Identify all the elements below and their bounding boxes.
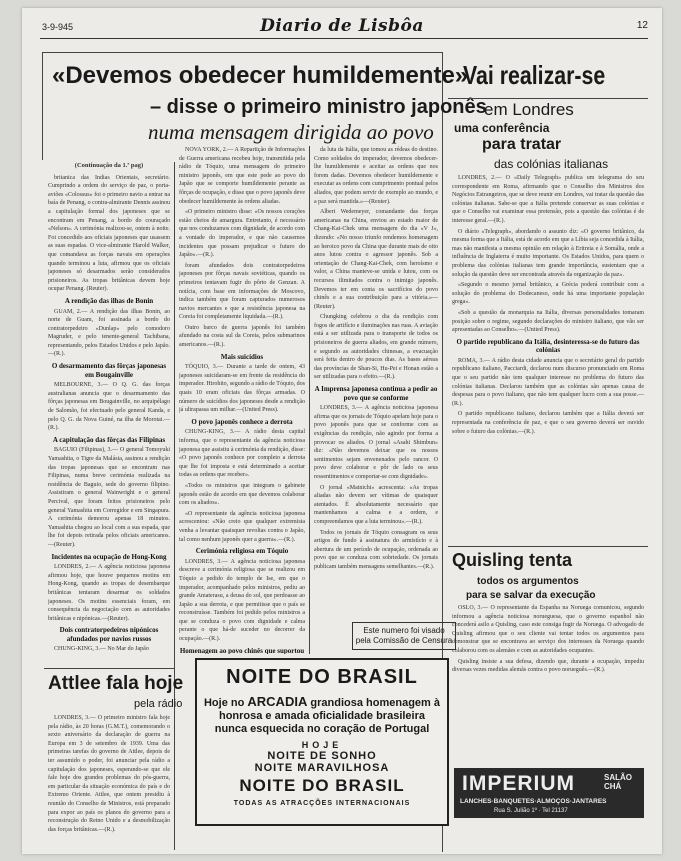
- censorship-notice: [352, 622, 456, 650]
- paragraph: «Segundo o mesmo jornal britânico, a Grécia poderá contribuir com a solução do problema do Dodecaneso, onde há uma importante população grega».: [452, 282, 644, 306]
- section-rule: [44, 668, 174, 669]
- ad-venue: ARCADIA: [247, 694, 308, 709]
- ad-line-2: NOITE MARAVILHOSA: [254, 762, 390, 774]
- paragraph: LONDRES, 3.— O primeiro ministro fala hoje pela rádio, às 20 horas (G.M.T.), comemorando o sexto aniversário da declaração de guerra na Europa em 3 de setembro de 1939. Uma das primeiras tarefas do governo de Attlee, depois de ter assumido o poder, foi anunciar pela rádio a capitulação dos japoneses, esperando-se que ele fale hoje dos grandes problemas do pós-guerra, em particular da situação económica do país e do Extremo Oriente. Attlee, que ontem presidiu à reunião do Conselho de Ministros, está preparado para expor ao país os planos do governo para a reconstrução do Reino Unido e a desmobilização das forças britânicas.—(R.).: [48, 715, 170, 833]
- censorship-line-2: pela Comissão de Censura: [355, 636, 453, 645]
- page-number: 12: [636, 20, 648, 31]
- quisling-subheadline-1: todos os argumentos: [477, 576, 579, 587]
- paragraph: Quisling insiste a sua defesa, dizendo que, durante a ocupação, impediu diversas vezes medidas alemãs contra o povo norueguês.—(R.).: [452, 658, 644, 674]
- paragraph: Chungking celebrou o dia da rendição com fogos de artifício e iluminações nas ruas. A aviação está a ser utilizada para o transporte de todos os prisioneiros de guerra aliados, em grande número, e segundo as autoridades chinesas, a evacuação será feita dentro de poucos dias. As bases aéreas das províncias de Shan-Si, Hu-Pei e Honan estão a ser utilizadas para o efeito.—(R.).: [314, 314, 438, 381]
- section-heading: A capitulação das fôrças das Filipinas: [52, 435, 166, 444]
- imperium-side-2: CHÁ: [604, 782, 622, 791]
- ad-footer: TODAS AS ATRACÇÕES INTERNACIONAIS: [233, 800, 411, 807]
- paragraph: Outro barco de guerra japonês foi também afundado na costa sul da Coreia, pelos submarinos americanos.—(R.).: [179, 324, 305, 349]
- paragraph: MELBOURNE, 3.— O Q. G. das forças australianas anuncia que o desarmamento das fôrças japonesas em Bougainville, no arquipélago de Salomão, foi efectuado pelo general Kanda, e pelo Q. G. da Nova Guiné, na ilha de Morotai.—(R.).: [48, 382, 170, 432]
- ad-line-1: NOITE DE SONHO: [267, 750, 377, 762]
- paragraph: LONDRES, 2.— O «Daily Telegraph» publica um telegrama do seu correspondente em Roma, afirmando que o Conselho dos Ministros dos Negócios Estrangeiros, que se deve reunir em Londres, vai tratar da questão das colónias italianas. Sabe-se que a Itália pretende conservar as suas colónias e que o Conselho vai examinar essa pretensão, pois a questão das colónias é de interesse geral.—(R.).: [452, 175, 644, 224]
- paragraph: ROMA, 3.— A rádio desta cidade anuncia que o secretário geral do partido republicano italiano, Pacciardi, declarou num discurso pronunciado em Roma que o seu partido não tem qualquer interesse no problema do futuro das colónias italianas. Declarou também que as colónias são apenas causa de despesas para o povo italiano, que não tem qualquer lucro com a sua posse.—(R.).: [452, 357, 644, 407]
- paragraph: CHUNG-KING, 3.— No Mar do Japão: [54, 646, 149, 653]
- section-heading: O povo japonês conhece a derrota: [191, 417, 293, 426]
- paragraph: O jornal «Mainichi» acrescenta: «As tropas aliadas não devem ser vítimas de quaisquer atentados. É absolutamente necessário que mantenhamos a calma e a ordem, e compreendamos que a luta terminou».—(R.).: [314, 484, 438, 525]
- ad-title-2: NOITE DO BRASIL: [239, 776, 405, 795]
- quisling-article: [452, 604, 644, 764]
- column-divider: [309, 146, 310, 654]
- section-heading: Homenagem ao povo chinês que suportou: [179, 646, 305, 654]
- paragraph: Albert Wedemeyer, comandante das forças americanas na China, enviou ao estado maior de Chang-Kai-Chek uma mensagem do dia «V J», dizendo: «No nosso triunfo rendemos homenagem ao heroico povo da China que durante mais de oito anos lutou contra o agressor japonês. Sob a orientação de Chang-Kai-Chek, com heroísmo e valor, a China manteve-se unida e lutou, com os recursos ilimitados contra o inimigo japonês. Devemos ter em conta os sacrifícios do povo chinês e a sua contribuição para a vitória.»—(Reuter).: [314, 209, 438, 310]
- paragraph: LONDRES, 3.— A agência noticiosa japonesa descreve a cerimónia religiosa que se realizou em Tóquio a pedido do templo de Ise, em que o imperador, acompanhado pelos ministros, pediu ao grande Amaterasu, a deusa do sol, que perdoasse ao Japão a sua derrota, e que permitisse que o país se reconstruísse. Também foi pedido pelos ministros a que se conduza o povo com dignidade e calma perante o que há-de suceder no decorrer da ocupação.—(R.).: [179, 558, 305, 643]
- paragraph: da luta da Itália, que tomou as rédeas do destino. Como soldados do imperador, devemos obedecer-lhe humildemente e aceitar as ordens que nos forem dadas. Devemos obedecer humildemente e executar as ordens com cumprimento pontual pelos aliados, que podem servir de exemplo ao mundo, e a paz será mantida.»—(Reuter).: [314, 147, 438, 205]
- right-subheadline-1: em Londres: [484, 100, 574, 119]
- attlee-article: [48, 714, 170, 848]
- section-heading: A rendição das ilhas de Bonin: [64, 296, 154, 305]
- ad-hoje: HOJE: [301, 740, 343, 750]
- ad-title: NOITE DO BRASIL: [226, 666, 418, 688]
- paragraph: «Todos os ministros que integram o gabinete japonês estão de acordo em que devemos colaborar com os aliados».: [179, 482, 305, 507]
- masthead: Diario de Lisbôa: [260, 16, 424, 36]
- main-headline: «Devemos obedecer humildemente»: [52, 62, 469, 89]
- paragraph: «Sob a questão da monarquia na Itália, diversas personalidades tomaram posição sobre o regime, segundo declarações do ministro italiano, que vão ser apresentadas ao Conselho».—(United Press).: [452, 309, 644, 334]
- paragraph: GUAM, 2.— A rendição das ilhas Bonin, ao norte de Guam, foi assinada a bordo do contratorpedeiro «Dunlap» pelo comodoro Magruder, e pelo tenente-general Tachibana, representando, pelos Estados Unidos e pelo Japão.—(R.).: [48, 308, 170, 358]
- ad-text: [203, 695, 441, 736]
- paragraph: O diário «Telegraph», abordando o assunto diz: «O governo britânico, da mesma forma que a Itália, está de acordo em que a Líbia seja concedida à Itália, mas não manifesta a mesma opinião em relação à Eritreia e à Somália, onde a influência de Inglaterra é muito importante. Os Estados Unidos, para quem o problema das colónias italianas tem grande importância, sustentam que a solução da questão deve ser encontrada através da organização da paz».: [452, 228, 644, 278]
- paragraph: «O representante da agência noticiosa japonesa acrescentou: «Não creio que qualquer extremista venha a levantar quaisquer revoltas contra o Japão, tal como nenhum japonês quer a guerra».—(R.).: [179, 510, 305, 543]
- quisling-headline: Quisling tenta: [452, 550, 573, 570]
- headline-top-rule: [42, 52, 442, 53]
- paragraph: LONDRES, 3.— A agência noticiosa japonesa afirma que os jornais de Tóquio apelam hoje para o povo japonês para que se conforme com as exigências da rendição, não agindo por forma a provocar os aliados. O jornal «Asahi Shimbun» diz: «Não devemos deixar que os nossos sentimentos sejam envenenados pelo rancor. O povo deve colaborar e pôr de lado os seus ressentimentos e comportar-se com dignidade».: [314, 405, 438, 480]
- right-headline: Vai realizar-se: [463, 60, 606, 90]
- newspaper-page: [22, 8, 662, 854]
- section-heading: O partido republicano da Itália, desinteressa-se do futuro das colónias: [456, 337, 640, 355]
- section-rule: [448, 546, 648, 547]
- right-subheadline-2: uma conferência: [454, 121, 550, 135]
- imperium-ad: [454, 768, 644, 818]
- ad-text-body: grandiosa homenagem à honrosa e amada oficialidade brasileira nunca esquecida no coração de Portugal: [214, 697, 440, 735]
- paragraph: CHUNG-KING, 3.— A rádio desta capital informa, que o representante da agência noticiosa japonesa que assistiu à cerimónia da rendição, disse: «O povo japonês conhece por completo a derrota que lhe foi imposta e está determinado a aceitar todas as ordens que receber».: [179, 429, 305, 479]
- column-divider: [174, 162, 175, 850]
- paragraph: foram afundados dois contratorpedeiros japoneses por fôrças navais soviéticas, quando os primeiros tentavam fugir do pôrto de Genzan. A notícia, com base em informações de Moscovo, indica também que foram capturados numerosos navios mercantes e que a resistência japonesa na Coreia foi completamente liquidada.—(R.).: [179, 262, 305, 321]
- section-heading: Incidentes na ocupação de Hong-Kong: [51, 552, 167, 561]
- section-heading: A Imprensa japonesa continua a pedir ao povo que se conforme: [314, 385, 438, 402]
- main-subheadline: – disse o primeiro ministro japonês: [150, 96, 487, 118]
- attlee-subheadline: pela rádio: [134, 698, 183, 710]
- paragraph: LONDRES, 2.— A agência noticiosa japonesa afirmou hoje, que houve pequenos motins em Hong-Kong, quando as tropas de desembarque britânicas tentaram desarmar os soldados japoneses. Os motins essenciais foram, em consequência da negociação com as autoridades britânicas e nipónicas.—(Reuter).: [48, 564, 170, 622]
- main-subheadline-italic: numa mensagem dirigida ao povo: [148, 120, 434, 144]
- article-column-1: [48, 162, 170, 664]
- ad-text-lead: Hoje no: [203, 697, 245, 709]
- paragraph: Todos os jornais de Tóquio consagram os seus artigos de fundo à assinatura do armistício e à abertura de um período de ocupação, ordenada ao povo que se conduza com sobriedade. Os jornais publicam também mensagens semelhantes.—(R.).: [314, 529, 438, 570]
- issue-date: 3-9-945: [42, 22, 74, 32]
- right-rule: [448, 98, 648, 99]
- article-column-3: [314, 146, 438, 616]
- noite-do-brasil-ad: [195, 658, 449, 826]
- imperium-side-1: SALÃO: [604, 773, 632, 782]
- paragraph: O partido republicano italiano, declarou também que a Itália deverá ser representada na conferência de paz, e que o seu governo deverá ser ouvido sobre o futuro das colónias.—(R.).: [452, 411, 644, 435]
- continuation-label: (Continuação da 1.ª pag): [74, 162, 144, 169]
- section-heading: O desarmamento das fôrças japonesas em Bougainville: [51, 362, 167, 379]
- section-heading: Dois contratorpedeiros nipónicos afundados por navios russos: [59, 626, 159, 643]
- section-heading: Mais suicídios: [220, 352, 264, 361]
- quisling-subheadline-2: para se salvar da execução: [466, 590, 596, 601]
- paragraph: BAGUIO (Filipinas), 3.— O general Tomoyuki Yamashita, o Tigre da Malásia, assinou a rendição das tropas japonesas que se encontram nas Filipinas, numa breve cerimónia realizada na residência de Baguio, sede do governo filipino. Assistiram o general Wainwright e o general Percival, que foram feitos prisioneiros pelo general Yamashita em Corregidor e em Singapura. A cerimónia demorou apenas 18 minutos. Yamashita chegou ao local com a sua espada, que lhe foi depois retirada pelos oficiais americanos. —(Reuter).: [48, 447, 170, 548]
- paragraph: NOVA YORK, 2.— A Repartição de Informações de Guerra americana recebeu hoje, transmitida pela rádio de Tóquio, uma mensagem do primeiro ministro japonês, em que este pede ao povo do Japão que se comporte humildemente perante as fôrças de ocupação, e disse que o povo japonês deve obedecer humildemente às ordens aliadas.: [179, 147, 305, 205]
- right-subheadline-3: para tratar: [482, 136, 562, 153]
- imperium-services: LANCHES·BANQUETES·ALMOÇOS·JANTARES: [460, 798, 607, 805]
- paragraph: OSLO, 3.— O representante da Espanha na Noruega comunicou, segundo informou a agência noticiosa norueguesa, que o governo espanhol não concederá asilo a Quisling, caso este consiga fugir da Noruega. O advogado de Quisling afirmou que o seu cliente vai tentar todos os argumentos para demonstrar que se encontrava ao serviço dos interesses da Noruega quando colaborou com os alemães e com as autoridades ocupantes.: [452, 605, 644, 654]
- right-subheadline-4: das colónias italianas: [494, 157, 609, 171]
- attlee-headline: Attlee fala hoje: [48, 673, 184, 694]
- article-column-4: [452, 174, 644, 546]
- imperium-side: [604, 773, 632, 791]
- imperium-address: Rua S. Julião 1º · Tel 21137: [494, 808, 568, 814]
- paragraph: britanica das Indias Orientais, secretário. Cumprindo a ordem do serviço de paz, o porta-aviões «Colossus» foi o primeiro navio a entrar na baía de Penang, o contra-almirante Dennis assinou a capitulação formal dos japoneses que se encontram em Penang, a bordo do couraçado «Nelson». A cerimónia realizou-se, ontem à noite. Foi concedido aos oficiais japoneses que usassem as suas espadas. O vice-almirante Harold Walker, que comandava as forças navais em operações quando terminou a luta, afirmou que os oficiais japoneses só desarmados serão considerados prisioneiros. As tropas britânicas devem hoje ocupar Penang. (Reuter).: [48, 174, 170, 293]
- section-heading: Cerimónia religiosa em Tóquio: [195, 547, 289, 556]
- censorship-line-1: Este numero foi visado: [363, 626, 445, 635]
- header-rule: [40, 38, 648, 39]
- paragraph: TÓQUIO, 3.— Durante a tarde de ontem, 43 japoneses suicidaram-se em frente da residência do imperador. Hirohito, segundo a rádio de Tóquio, dos quais 10 eram oficiais das fôrças armadas. O número de suicídios dos japoneses desde a rendição já ultrapassa um milhar.—(United Press).: [179, 364, 305, 414]
- paragraph: «O primeiro ministro disse: «Os nossos corações estão cheios de amargura. Entretanto, é necessário que nos conduzamos com dignidade, de acordo com a vontade do imperador, e que não causemos incidentes que possam prejudicar o futuro do Japão».—(R.).: [179, 209, 305, 259]
- imperium-name: IMPERIUM: [462, 772, 575, 795]
- article-column-2: [179, 146, 305, 654]
- headline-left-rule: [42, 52, 43, 160]
